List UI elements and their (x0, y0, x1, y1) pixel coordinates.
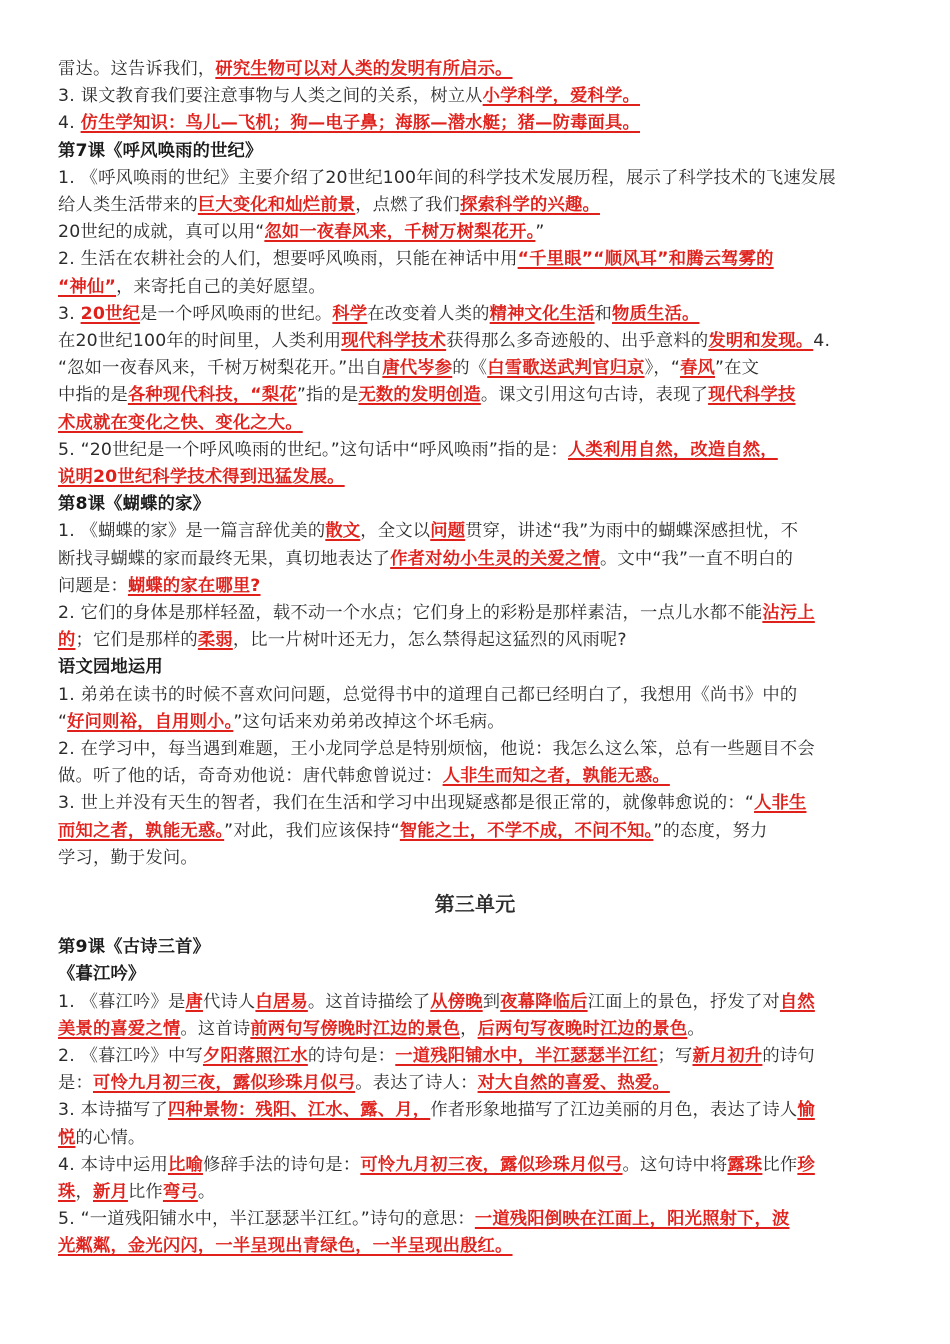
text-segment: 4. (813, 331, 831, 352)
answer-highlight: 巨大变化和灿烂前景 (197, 195, 356, 216)
text-segment: 代诗人 (202, 991, 256, 1012)
text-segment: 断找寻蝴蝶的家而最终无果，真切地表达了 (58, 548, 391, 569)
text-segment: ”指的是 (296, 385, 359, 406)
answer-highlight: 前两句写傍晚时江边的景色 (250, 1018, 461, 1039)
text-line (58, 219, 892, 246)
text-segment: 5. “一道残阳铺水中，半江瑟瑟半江红。”诗句的意思： (58, 1209, 475, 1230)
text-segment: ；它们是那样的 (75, 630, 198, 651)
answer-highlight: “神仙” (58, 276, 117, 297)
text-line (58, 274, 892, 301)
text-line (58, 1097, 892, 1124)
text-line (58, 192, 892, 219)
answer-highlight: 的 (58, 630, 76, 651)
answer-highlight: 智能之士，不学不成，不问不知。 (399, 820, 654, 841)
text-segment: 第7课《呼风唤雨的世纪》 (58, 140, 263, 161)
answer-highlight: 20世纪 (80, 303, 141, 324)
answer-highlight: 探索科学的兴趣。 (460, 195, 600, 216)
answer-highlight: 夕阳落照江水 (202, 1045, 308, 1066)
text-line (58, 437, 892, 464)
answer-highlight: 现代科学技术 (341, 331, 447, 352)
text-segment: 在20世纪100年的时间里，人类利用 (58, 331, 342, 352)
answer-highlight: 术成就在变化之快、变化之大。 (58, 412, 303, 433)
text-line (58, 845, 892, 872)
text-segment: 雷达。这告诉我们， (58, 59, 216, 79)
answer-highlight: 好问则裕，自用则小。 (67, 711, 234, 732)
answer-highlight: 科学 (332, 303, 368, 324)
text-line (58, 1233, 892, 1260)
text-line (58, 410, 892, 437)
text-segment: ，来寄托自己的美好愿望。 (116, 276, 326, 297)
text-segment: 的诗句 (762, 1045, 815, 1066)
answer-highlight: 物质生活。 (612, 303, 700, 324)
text-line (58, 355, 892, 382)
answer-highlight: 忽如一夜春风来，千树万树梨花开。 (264, 222, 536, 243)
text-line (58, 818, 892, 845)
text-segment: 2. 在学习中，每当遇到难题，王小龙同学总是特别烦恼，他说：我怎么这么笨，总有一些题目不会 (58, 739, 815, 760)
text-line (58, 546, 892, 573)
answer-highlight: 白雪歌送武判官归京 (487, 358, 645, 379)
text-segment: 2. 《暮江吟》中写 (58, 1045, 203, 1066)
text-segment: 到 (482, 991, 501, 1012)
text-segment: 修辞手法的诗句是： (202, 1154, 361, 1175)
lesson-heading (58, 654, 892, 681)
text-segment: 中指的是 (58, 385, 128, 406)
text-line (58, 763, 892, 790)
answer-highlight: 唐代岑参 (382, 358, 453, 379)
answer-highlight: 后两句写夜晚时江边的景色 (477, 1018, 688, 1039)
answer-highlight: 人类利用自然，改造自然， (567, 439, 778, 460)
text-segment: 2. 它们的身体是那样轻盈，载不动一个水点；它们身上的彩粉是那样素洁，一点儿水都不能 (58, 603, 763, 624)
text-segment: 1. 《暮江吟》是 (58, 991, 186, 1012)
answer-highlight: 小学科学，爱科学。 (482, 86, 640, 107)
text-segment: ”的态度，努力 (653, 820, 768, 841)
text-segment: 给人类生活带来的 (58, 195, 198, 216)
answer-highlight: 珍 (797, 1154, 815, 1175)
answer-highlight: 现代科学技 (708, 385, 796, 406)
text-segment: 。表达了诗人： (355, 1073, 478, 1094)
text-segment: 3. (58, 303, 81, 324)
answer-highlight: 仿生学知识：鸟儿—飞机；狗—电子鼻；海豚—潜水艇；猪—防毒面具。 (80, 113, 640, 134)
text-line (58, 328, 892, 355)
answer-highlight: 对大自然的喜爱、热爱。 (477, 1073, 670, 1094)
text-segment: “ (58, 711, 68, 732)
text-line (58, 709, 892, 736)
answer-highlight: 可怜九月初三夜，露似珍珠月似弓 (92, 1073, 356, 1094)
text-segment: ”对此，我们应该保持“ (224, 820, 400, 841)
text-line (58, 464, 892, 491)
text-segment: 第三单元 (434, 892, 516, 917)
text-segment: 3. 课文教育我们要注意事物与人类之间的关系，树立从 (58, 86, 483, 107)
answer-highlight: 愉 (797, 1100, 815, 1121)
answer-highlight: 露珠 (727, 1154, 763, 1175)
answer-highlight: 问题 (430, 521, 466, 542)
text-segment: 的诗句是： (307, 1045, 396, 1066)
text-segment: 3. 本诗描写了 (58, 1100, 168, 1121)
text-segment: 语文园地运用 (58, 657, 163, 678)
text-line (58, 736, 892, 763)
answer-highlight: 四种景物：残阳、江水、露、月， (168, 1100, 431, 1121)
text-segment: 4. 本诗中运用 (58, 1154, 168, 1175)
text-line (58, 1206, 892, 1233)
text-line (58, 600, 892, 627)
text-segment: 。 (687, 1018, 705, 1039)
text-line (58, 989, 892, 1016)
text-line (58, 1179, 892, 1206)
text-segment: 比作 (762, 1154, 798, 1175)
text-segment: 。文中“我”一直不明白的 (599, 548, 794, 569)
section-title (58, 882, 892, 926)
text-segment: ， (460, 1018, 478, 1039)
text-segment: 《暮江吟》 (58, 964, 146, 985)
text-segment: ，比一片树叶还无力，怎么禁得起这猛烈的风雨呢? (232, 630, 627, 651)
answer-highlight: 作者对幼小生灵的关爱之情 (390, 548, 600, 569)
answer-highlight: 美景的喜爱之情 (58, 1018, 181, 1039)
text-line (58, 246, 892, 273)
answer-highlight: 白居易 (255, 991, 308, 1012)
text-segment: ”这句话来劝弟弟改掉这个坏毛病。 (233, 711, 505, 732)
answer-highlight: 人非生而知之者，孰能无惑。 (442, 766, 670, 787)
answer-highlight: 柔弱 (197, 630, 233, 651)
answer-highlight: 一道残阳倒映在江面上，阳光照射下，波 (474, 1209, 790, 1230)
text-segment: ” (535, 222, 545, 243)
text-line (58, 682, 892, 709)
text-segment: 做。听了他的话，奇奇劝他说：唐代韩愈曾说过： (58, 766, 443, 787)
text-segment: 作者形象地描写了江边美丽的月色，表达了诗人 (430, 1100, 798, 1121)
answer-highlight: 唐 (185, 991, 203, 1012)
answer-highlight: 光粼粼，金光闪闪，一半呈现出青绿色，一半呈现出殷红。 (58, 1236, 513, 1257)
text-segment: ， (75, 1181, 93, 1202)
text-segment: 贯穿，讲述“我”为雨中的蝴蝶深感担忧，不 (465, 521, 799, 542)
text-segment: 的心情。 (75, 1127, 146, 1148)
text-line (58, 1043, 892, 1070)
answer-highlight: 一道残阳铺水中，半江瑟瑟半江红 (395, 1045, 658, 1066)
text-line (58, 110, 892, 137)
text-segment: 1. 《蝴蝶的家》是一篇言辞优美的 (58, 521, 326, 542)
text-segment: ，点燃了我们 (355, 195, 461, 216)
answer-highlight: 弯弓 (162, 1181, 198, 1202)
text-segment: ；写 (657, 1045, 693, 1066)
text-line (58, 1125, 892, 1152)
text-line (58, 573, 892, 600)
text-segment: 江面上的景色，抒发了对 (587, 991, 780, 1012)
text-segment: 获得那么多奇迹般的、出乎意料的 (446, 331, 709, 352)
text-line (58, 301, 892, 328)
answer-highlight: 自然 (779, 991, 815, 1012)
text-line (58, 627, 892, 654)
answer-highlight: 比喻 (168, 1154, 203, 1175)
text-segment: 在改变着人类的 (367, 303, 490, 324)
text-segment: 3. 世上并没有天生的智者，我们在生活和学习中出现疑惑都是很正常的，就像韩愈说的：“ (58, 793, 755, 814)
text-segment: 》，“ (644, 358, 681, 379)
text-line (58, 83, 892, 110)
lesson-heading (58, 138, 892, 165)
answer-highlight: 说明20世纪科学技术得到迅猛发展。 (58, 467, 345, 488)
answer-highlight: 而知之者，孰能无惑。 (58, 820, 225, 841)
text-segment: ，全文以 (360, 521, 431, 542)
answer-highlight: 无数的发明创造 (358, 385, 481, 406)
answer-highlight: 精神文化生活 (489, 303, 595, 324)
answer-highlight: 珠 (58, 1181, 76, 1202)
text-line (58, 1016, 892, 1043)
text-segment: 5. “20世纪是一个呼风唤雨的世纪。”这句话中“呼风唤雨”指的是： (58, 439, 568, 460)
answer-highlight: 从傍晚 (430, 991, 483, 1012)
text-segment: 2. 生活在农耕社会的人们，想要呼风唤雨，只能在神话中用 (58, 249, 518, 270)
text-segment: 。这句诗中将 (622, 1154, 728, 1175)
text-segment: 。 (197, 1181, 216, 1202)
text-line (58, 165, 892, 192)
answer-highlight: 沾污上 (762, 603, 815, 624)
text-segment: 是： (58, 1073, 93, 1094)
text-segment: 学习，勤于发问。 (58, 847, 198, 868)
text-segment: 。这首诗描绘了 (307, 991, 431, 1012)
text-segment: 20世纪的成就，真可以用“ (58, 222, 265, 243)
lesson-heading (58, 934, 892, 961)
text-line (58, 382, 892, 409)
text-segment: 比作 (127, 1181, 163, 1202)
answer-highlight: 可怜九月初三夜，露似珍珠月似弓 (360, 1154, 623, 1175)
text-segment: 。这首诗 (180, 1018, 251, 1039)
text-segment: 是一个呼风唤雨的世纪。 (140, 303, 333, 324)
answer-highlight: 人非生 (754, 793, 807, 814)
lesson-heading (58, 491, 892, 518)
answer-highlight: 新月 (92, 1181, 128, 1202)
text-line (58, 1070, 892, 1097)
text-segment: 问题是： (58, 575, 128, 596)
text-line (58, 790, 892, 817)
text-segment: 第8课《蝴蝶的家》 (58, 494, 211, 515)
text-line (58, 518, 892, 545)
answer-highlight: 春风 (680, 358, 716, 379)
answer-highlight: 散文 (325, 521, 361, 542)
text-line (58, 1152, 892, 1179)
text-segment: 第9课《古诗三首》 (58, 937, 211, 958)
text-segment: 和 (594, 303, 613, 324)
text-segment: ”在文 (715, 358, 760, 379)
lesson-heading (58, 961, 892, 988)
answer-highlight: 悦 (58, 1127, 76, 1148)
answer-highlight: 研究生物可以对人类的发明有所启示。 (215, 59, 513, 79)
text-line (58, 56, 892, 83)
text-segment: 1. 《呼风唤雨的世纪》主要介绍了20世纪100年间的科学技术发展历程，展示了科学技术的飞速发展 (58, 167, 836, 188)
text-segment: 。课文引用这句古诗，表现了 (480, 385, 709, 406)
answer-highlight: 夜幕降临后 (500, 991, 588, 1012)
text-segment: 1. 弟弟在读书的时候不喜欢问问题，总觉得书中的道理自己都已经明白了，我想用《尚书》中的 (58, 684, 798, 705)
text-segment: 4. (58, 113, 81, 134)
answer-highlight: 新月初升 (692, 1045, 763, 1066)
answer-highlight: 发明和发现。 (708, 331, 814, 352)
answer-highlight: “千里眼”“顺风耳”和腾云驾雾的 (517, 249, 774, 270)
answer-highlight: 蝴蝶的家在哪里? (127, 575, 261, 596)
text-segment: 的《 (452, 358, 488, 379)
text-segment: “忽如一夜春风来，千树万树梨花开。”出自 (58, 358, 383, 379)
answer-highlight: 各种现代科技，“梨花 (127, 385, 297, 406)
